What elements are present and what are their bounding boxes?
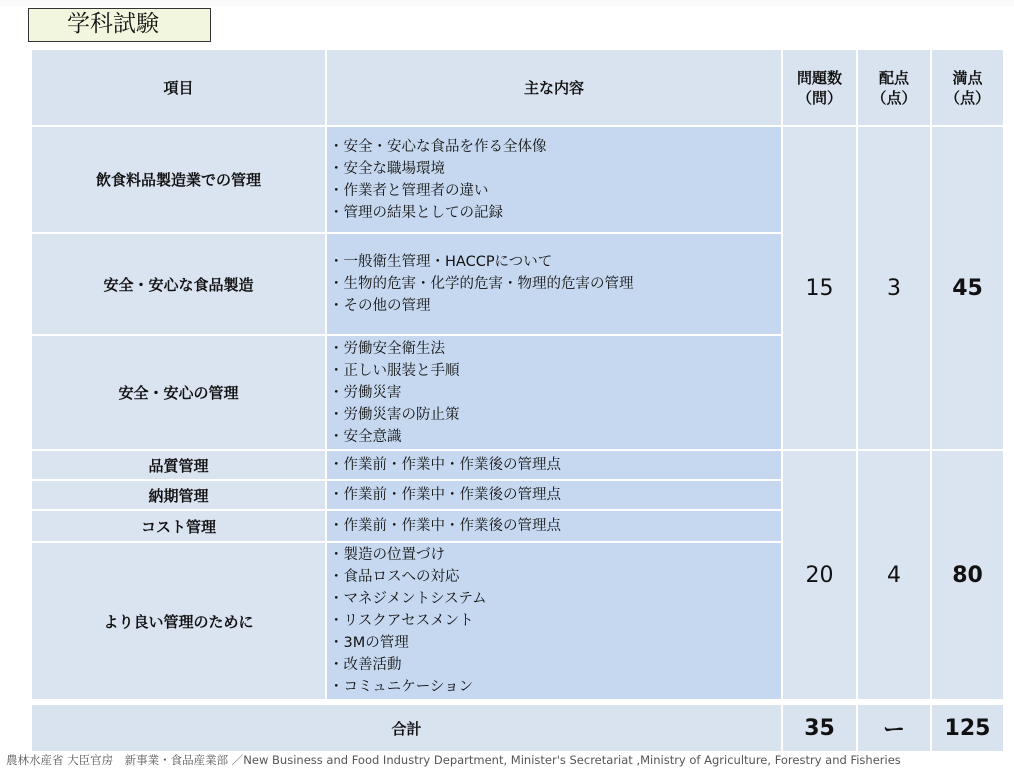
- total-questions: 35: [782, 704, 857, 752]
- row-content: [326, 233, 782, 335]
- content-line: ・生物的危害・化学的危害・物理的危害の管理: [329, 276, 634, 292]
- content-line: ・安全・安心な食品を作る全体像: [329, 138, 547, 155]
- content-line: ・マネジメントシステム: [329, 591, 487, 607]
- content-line: ・一般衛生管理・HACCPについて: [329, 254, 553, 270]
- group1-full: 45: [931, 126, 1004, 450]
- content-line: ・労働安全衛生法: [329, 340, 445, 357]
- header-content: 主な内容: [326, 49, 782, 126]
- content-line: ・その他の管理: [329, 298, 431, 314]
- row-content: [326, 126, 782, 233]
- content-line: ・安全な職場環境: [329, 160, 445, 177]
- header-points: [857, 49, 931, 126]
- header-full-label: 満点 （点）: [944, 68, 990, 107]
- total-full: 125: [931, 704, 1004, 752]
- content-line: ・作業者と管理者の違い: [329, 182, 489, 199]
- footer-credit: 農林水産省 大臣官房 新事業・食品産業部 ／New Business and Food Industry Department, Minister's Secretariat ,Ministry of Agriculture, Forestry and Fisheries: [6, 753, 901, 767]
- table-row: [31, 450, 1004, 480]
- content-line: ・労働災害: [329, 384, 402, 401]
- row-item: 飲食料品製造業での管理: [31, 126, 326, 233]
- content-line: ・管理の結果としての記録: [329, 204, 503, 221]
- content-line: ・リスクアセスメント: [329, 613, 474, 629]
- group1-questions: 15: [782, 126, 857, 450]
- content-line: ・コミュニケーション: [329, 679, 474, 695]
- page-title: 学科試験: [28, 8, 211, 42]
- header-row: [31, 49, 1004, 126]
- content-line: ・正しい服装と手順: [329, 362, 460, 379]
- row-item: 安全・安心の管理: [31, 335, 326, 450]
- content-line: ・作業前・作業中・作業後の管理点: [329, 457, 561, 473]
- exam-table-wrapper: [30, 48, 1005, 753]
- header-questions-label: 問題数 （問）: [796, 68, 842, 107]
- group1-points: 3: [857, 126, 931, 450]
- total-label: 合計: [31, 704, 782, 752]
- content-line: ・作業前・作業中・作業後の管理点: [329, 518, 561, 534]
- row-item: 納期管理: [31, 480, 326, 510]
- row-content: [326, 510, 782, 542]
- group2-questions: 20: [782, 450, 857, 700]
- content-line: ・作業前・作業中・作業後の管理点: [329, 487, 561, 503]
- header-full: [931, 49, 1004, 126]
- content-line: ・製造の位置づけ: [329, 547, 445, 563]
- total-row: [31, 704, 1004, 752]
- content-line: ・3Mの管理: [329, 635, 409, 651]
- row-content: [326, 335, 782, 450]
- content-line: ・労働災害の防止策: [329, 406, 460, 423]
- group2-points: 4: [857, 450, 931, 700]
- header-points-label: 配点 （点）: [871, 68, 917, 107]
- table-row: [31, 126, 1004, 233]
- row-item: コスト管理: [31, 510, 326, 542]
- content-line: ・食品ロスへの対応: [329, 569, 460, 585]
- row-item: 品質管理: [31, 450, 326, 480]
- row-content: [326, 480, 782, 510]
- row-content: [326, 450, 782, 480]
- row-item: 安全・安心な食品製造: [31, 233, 326, 335]
- content-line: ・安全意識: [329, 428, 402, 445]
- exam-table: [30, 48, 1005, 753]
- row-item: より良い管理のために: [31, 542, 326, 700]
- top-rule: [0, 0, 1014, 6]
- header-item: 項目: [31, 49, 326, 126]
- row-content: [326, 542, 782, 700]
- header-questions: [782, 49, 857, 126]
- group2-full: 80: [931, 450, 1004, 700]
- total-points: ー: [857, 704, 931, 752]
- content-line: ・改善活動: [329, 657, 402, 673]
